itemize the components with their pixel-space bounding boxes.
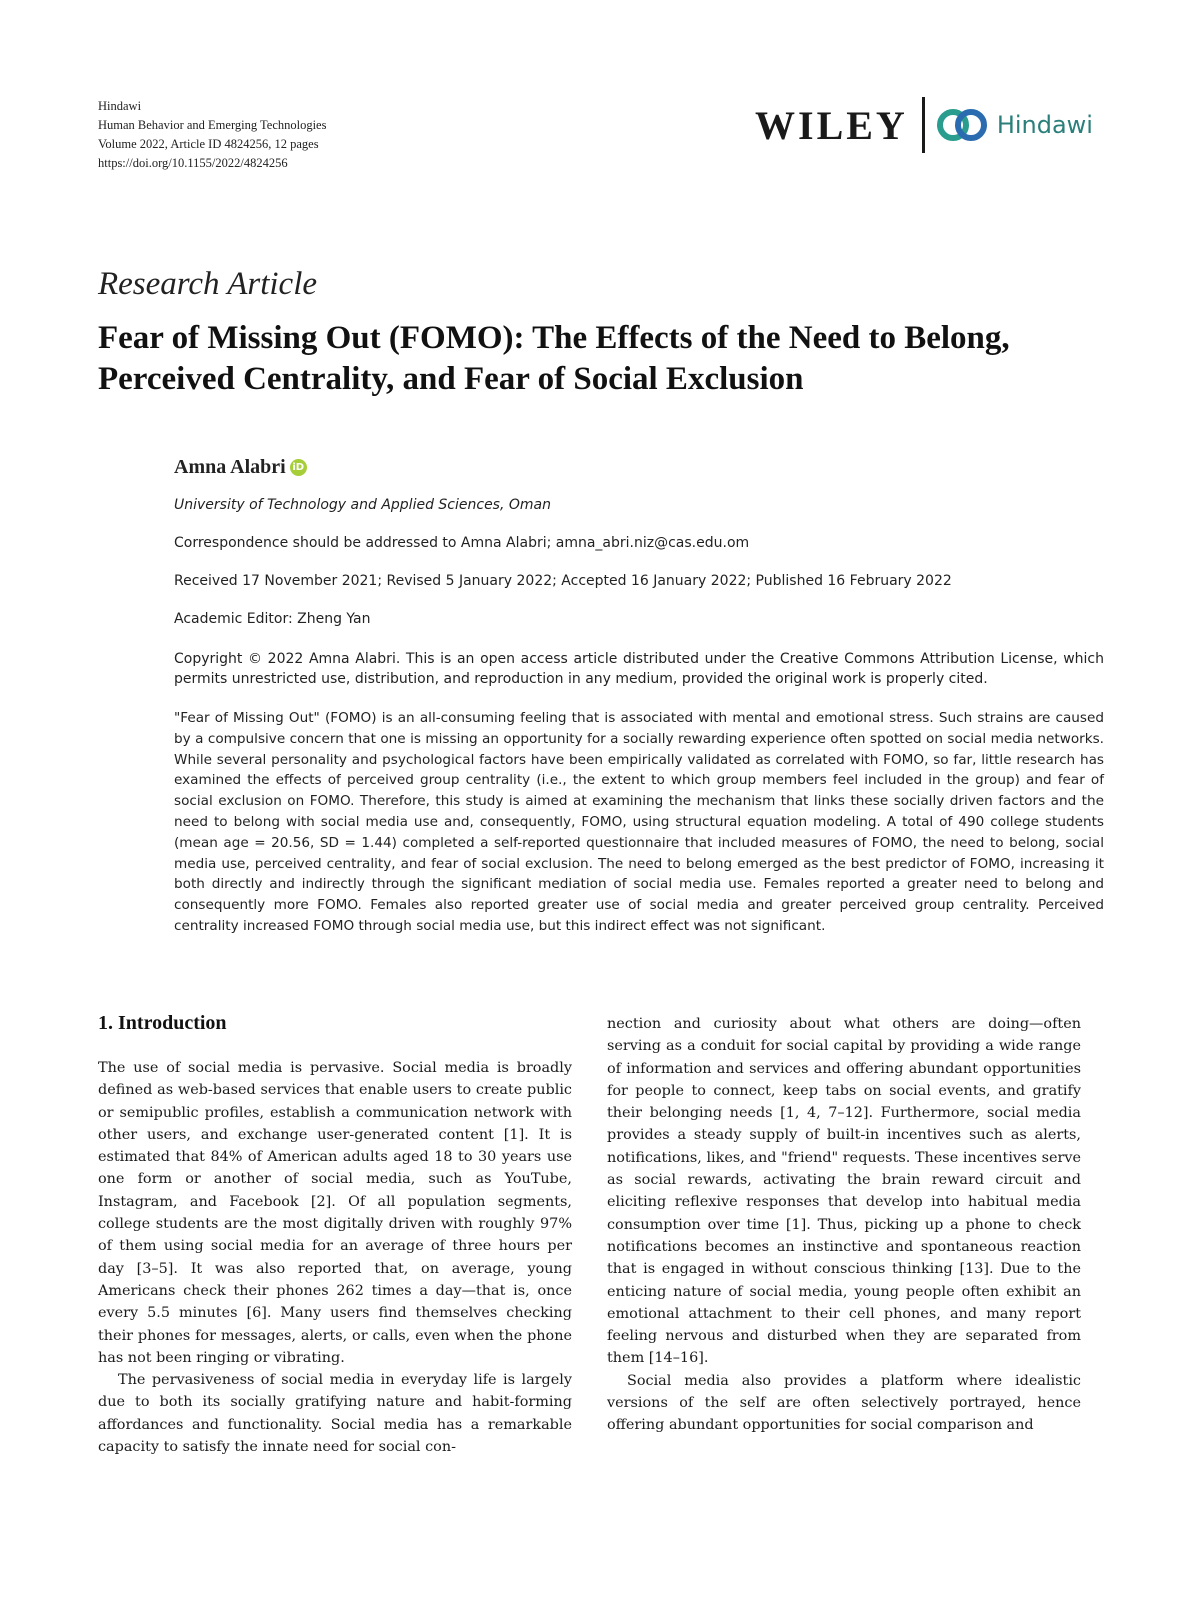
paragraph: The use of social media is pervasive. Social media is broadly defined as web-based services that enable users to create public or semipublic profiles, establish a communication network with other users, and exchange user-generated content [1]. It is estimated that 84% of American adults aged 18 to 30 years use one form or another of social media, such as YouTube, Instagram, and Facebook [2]. Of all population segments, college students are the most digitally driven with roughly 97% of them using social media for an average of three hours per day [3–5]. It was also reported that, on average, young Americans check their phones 262 times a day—that is, once every 5.5 minutes [6]. Many users find themselves checking their phones for messages, alerts, or calls, even when the phone has not been ringing or vibrating. bbox=[98, 1060, 572, 1366]
correspondence: Correspondence should be addressed to Amna Alabri; amna_abri.niz@cas.edu.om bbox=[174, 535, 750, 551]
journal-name: Human Behavior and Emerging Technologies bbox=[98, 118, 327, 132]
paragraph: The pervasiveness of social media in everyday life is largely due to both its socially gratifying nature and habit-forming affordances and functionality. Social media has a remarkable capacity to satisfy the innate need for social con- bbox=[98, 1372, 572, 1456]
doi-link[interactable]: https://doi.org/10.1155/2022/4824256 bbox=[98, 156, 288, 170]
abstract: "Fear of Missing Out" (FOMO) is an all-consuming feeling that is associated with mental and emotional stress. Such strains are caused by a compulsive concern that one is missing an opportunity for a socially rewarding experience often spotted on social media networks. While several personality and psychological factors have been empirically validated as correlated with FOMO, so far, little research has examined the effects of perceived group centrality (i.e., the extent to which group members feel included in the group) and fear of social exclusion on FOMO. Therefore, this study is aimed at examining the mechanism that links these socially driven factors and the need to belong with social media use and, consequently, FOMO, using structural equation modeling. A total of 490 college students (mean age = 20.56, SD = 1.44) completed a self-reported questionnaire that included measures of FOMO, the need to belong, social media use, perceived centrality, and fear of social exclusion. The need to belong emerged as the best predictor of FOMO, increasing it both directly and indirectly through the significant mediation of social media use. Females reported a greater need to belong and consequently more FOMO. Females also reported greater use of social media and greater perceived group centrality. Perceived centrality increased FOMO through social media use, but this indirect effect was not significant. bbox=[174, 710, 1104, 934]
academic-editor: Academic Editor: Zheng Yan bbox=[174, 611, 371, 627]
article-type: Research Article bbox=[98, 266, 318, 302]
author-line bbox=[174, 456, 1104, 479]
article-title: Fear of Missing Out (FOMO): The Effects of the Need to Belong, Perceived Centrality, and Fear of Social Exclusion bbox=[98, 320, 1010, 397]
hindawi-rings-icon bbox=[935, 105, 991, 145]
hindawi-logo: Hindawi bbox=[996, 111, 1093, 139]
author-name: Amna Alabri bbox=[174, 456, 286, 478]
affiliation: University of Technology and Applied Sciences, Oman bbox=[174, 497, 551, 513]
copyright-notice: Copyright © 2022 Amna Alabri. This is an open access article distributed under the Creative Commons Attribution License, which permits unrestricted use, distribution, and reproduction in any medium, provided the original work is properly cited. bbox=[174, 651, 1104, 687]
orcid-icon[interactable]: iD bbox=[290, 459, 307, 476]
section-heading: 1. Introduction bbox=[98, 1012, 227, 1034]
paragraph: Social media also provides a platform where idealistic versions of the self are often selectively portrayed, hence offering abundant opportunities for social comparison and bbox=[607, 1372, 1081, 1434]
logo-divider bbox=[922, 97, 925, 153]
body-column-right bbox=[607, 1013, 1081, 1437]
volume-info: Volume 2022, Article ID 4824256, 12 pages bbox=[98, 137, 319, 151]
wiley-logo: WILEY bbox=[755, 102, 908, 148]
publisher-name: Hindawi bbox=[98, 99, 142, 113]
publisher-logo bbox=[755, 96, 1105, 154]
paragraph: nection and curiosity about what others are doing—often serving as a conduit for social capital by providing a wide range of information and services and offering abundant opportunities for people to connect, keep tabs on social events, and gratify their belonging needs [1, 4, 7–12]. Furthermore, social media provides a steady supply of built-in incentives such as alerts, notifications, likes, and "friend" requests. These incentives serve as social rewards, activating the brain reward circuit and eliciting reflexive responses that develop into habitual media consumption over time [1]. Thus, picking up a phone to check notifications becomes an instinctive and spontaneous reaction that is engaged in without conscious thinking [13]. Due to the enticing nature of social media, young people often exhibit an emotional attachment to their cell phones, and many report feeling nervous and disturbed when they are separated from them [14–16]. bbox=[607, 1016, 1081, 1367]
journal-info bbox=[98, 97, 326, 173]
publication-dates: Received 17 November 2021; Revised 5 January 2022; Accepted 16 January 2022; Published 16 February 2022 bbox=[174, 573, 952, 589]
body-column-left bbox=[98, 1057, 572, 1458]
